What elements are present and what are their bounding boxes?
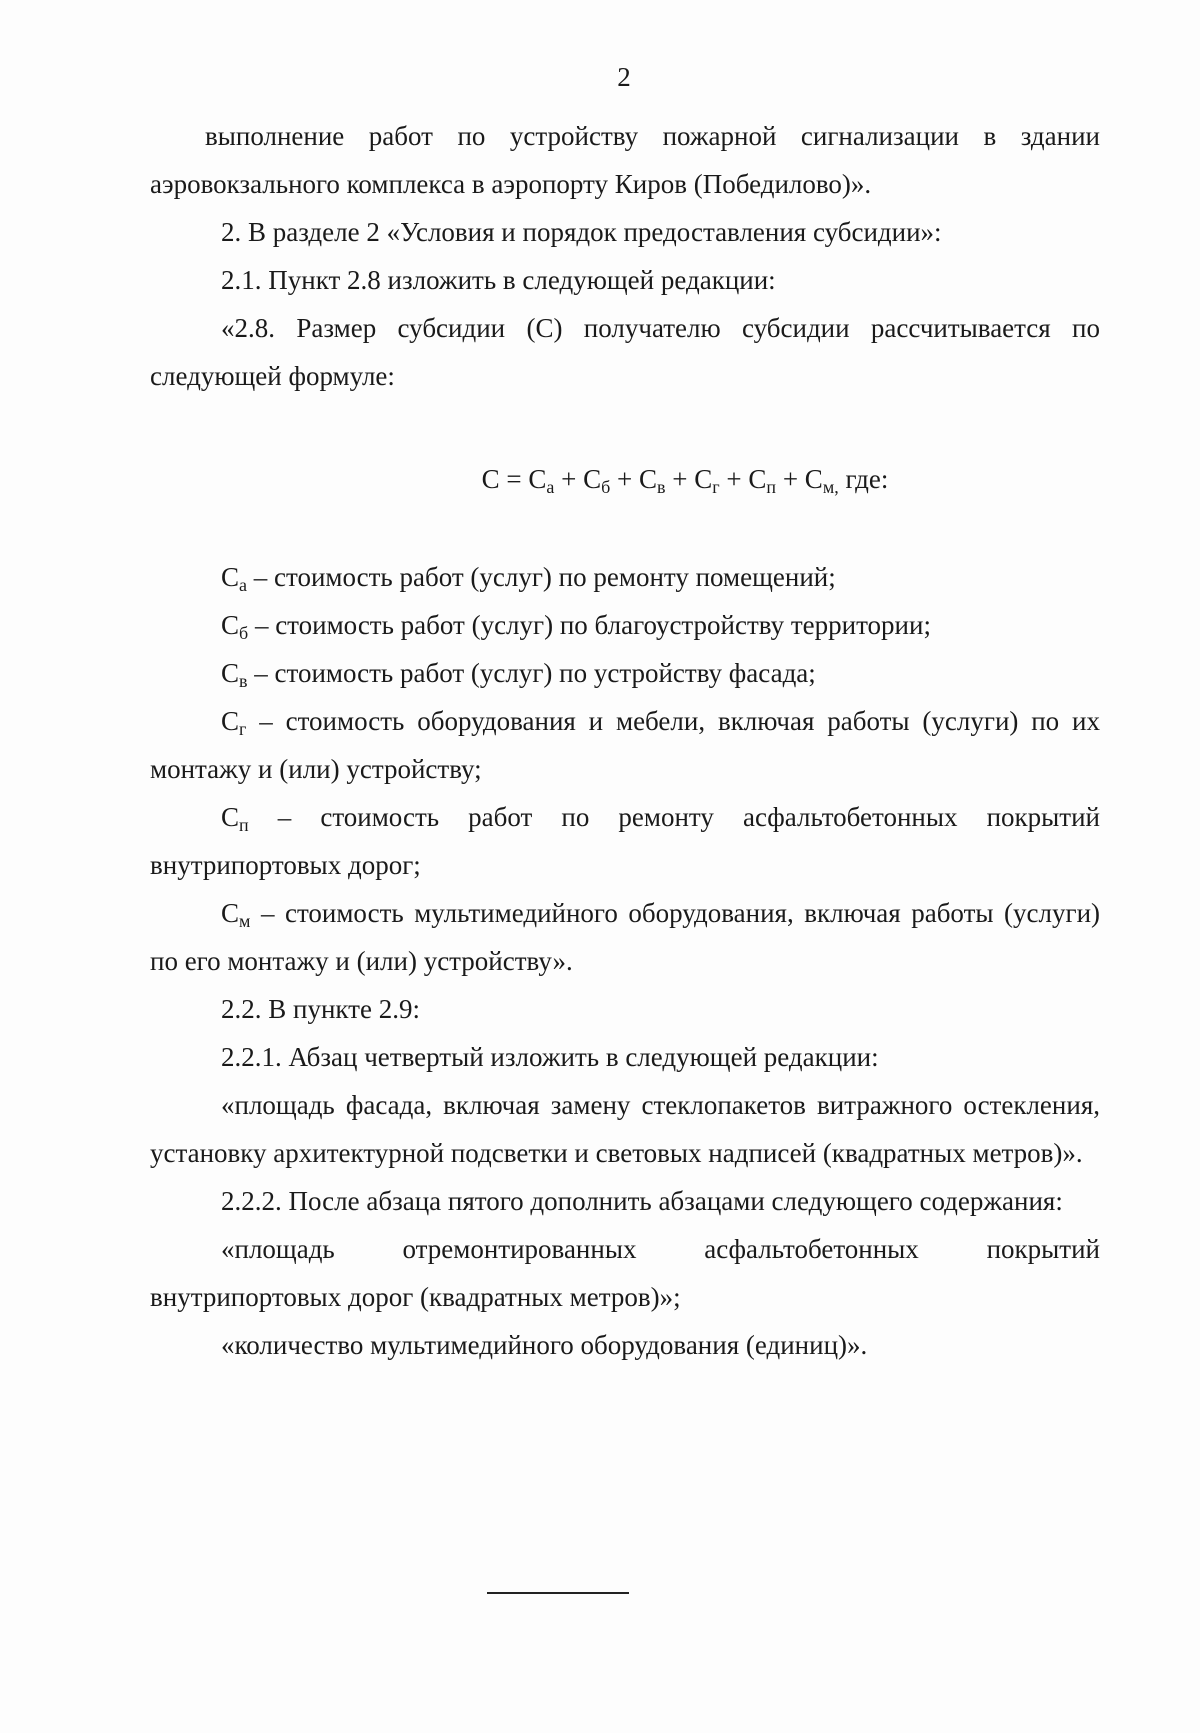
definition-m: $С_м$ – стоимость мультимедийного оборудования, включая работы (услуги) по его монтажу и (или) устройству». [150, 898, 1101, 976]
paragraph-section-2: 2. В разделе 2 «Условия и порядок предоставления субсидии»: [221, 217, 942, 247]
formula-lhs: С = [481, 464, 529, 494]
formula-sub-v: в [657, 477, 666, 497]
paragraph-multimedia-count: «количество мультимедийного оборудования (единиц)». [221, 1330, 868, 1360]
paragraph-2-2-1: 2.2.1. Абзац четвертый изложить в следующей редакции: [221, 1042, 879, 1072]
paragraph-road-area: «площадь отремонтированных асфальтобетонных покрытий внутрипортовых дорог (квадратных метров)»; [150, 1234, 1100, 1312]
definition-v: $С_в$ – стоимость работ (услуг) по устройству фасада; [221, 658, 816, 691]
page-number: 2 [617, 62, 631, 92]
definition-a: $С_а$ – стоимость работ (услуг) по ремонту помещений; [221, 562, 836, 595]
document-body [150, 112, 1100, 1369]
paragraph-2-8: «2.8. Размер субсидии (С) получателю субсидии рассчитывается по следующей формуле: [150, 313, 1100, 391]
definition-b: $С_б$ – стоимость работ (услуг) по благоустройству территории; [221, 610, 931, 643]
formula-tail: где: [838, 464, 889, 494]
paragraph-2-2: 2.2. В пункте 2.9: [221, 994, 420, 1024]
formula-sub-g: г [712, 477, 720, 497]
definition-p: $С_п$ – стоимость работ по ремонту асфальтобетонных покрытий внутрипортовых дорог; [150, 802, 1101, 880]
subsidy-formula: $С = С_а + С_б + С_в + С_г + С_п + С_{м,}$ где: [481, 464, 889, 497]
definition-g: $С_г$ – стоимость оборудования и мебели, включая работы (услуги) по их монтажу и (или) устройству; [150, 706, 1100, 784]
paragraph-facade-area: «площадь фасада, включая замену стеклопакетов витражного остекления, установку архитектурной подсветки и световых надписей (квадратных метров)». [150, 1090, 1100, 1168]
paragraph-2-2-2: 2.2.2. После абзаца пятого дополнить абзацами следующего содержания: [221, 1186, 1063, 1216]
end-of-document-rule [487, 1592, 629, 1594]
formula-sub-b: б [601, 477, 611, 497]
formula-sub-m: м, [822, 477, 839, 497]
formula-sub-p: п [766, 477, 777, 497]
paragraph-2-1: 2.1. Пункт 2.8 изложить в следующей редакции: [221, 265, 776, 295]
formula-sub-a: а [546, 477, 555, 497]
paragraph-intro: выполнение работ по устройству пожарной сигнализации в здании аэровокзального комплекса в аэропорту Киров (Победилово)». [150, 121, 1100, 199]
